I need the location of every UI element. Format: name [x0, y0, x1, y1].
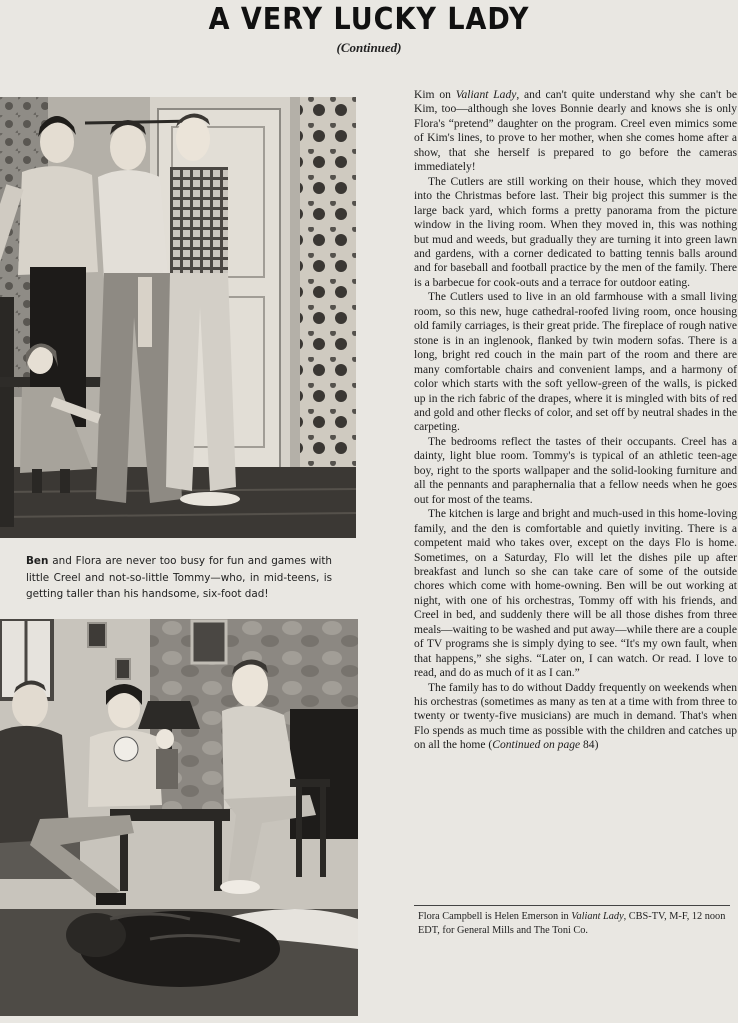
credit-divider	[414, 905, 730, 906]
text-run: The family has to do without Daddy frequently on weekends when his orchestras (sometimes as many as ten at a time with from three to twenty or twenty-five musicians) are much in demand. That's when Flo spends as much time as possible with the children and catches up on all the home (	[414, 681, 737, 752]
continued-label: (Continued)	[336, 40, 402, 55]
text-run: The Cutlers used to live in an old farmhouse with a small living room, so this new, huge cathedral-roofed living room, once housing old family carriages, is their great pride. The fireplace of rough native stone is in an inglenook, flanked by twin modern sofas. There is a long, bright red couch in the main part of the room and there are many comfortable chairs and convenient lamps, and a harmony of color which starts with the soft yellow-green of the walls, is picked up in the rich fabric of the drapes, where it is mingled with bits of red and gold and other flecks of color, and set off by neutral shades in the carpeting.	[414, 291, 737, 434]
family-height-photo	[0, 97, 356, 538]
family-card-game-photo	[0, 619, 358, 1016]
italic-text: Valiant Lady	[571, 911, 624, 922]
article-paragraph	[414, 88, 737, 175]
text-run: , and can't quite understand why she can't be Kim, too—although she loves Bonnie dearly and knows she is only Flora's “pretend” daughter on the program. Creel even mimics some of Kim's lines, to prove to her mother, when she comes home after a show, that she herself is prepared to go before the cameras immediately!	[414, 89, 737, 174]
text-run: The bedrooms reflect the tastes of their occupants. Creel has a dainty, light blue room. Tommy's is typical of an athletic teen-age boy, right to the sports wallpaper and the solid-looking furniture and all the pennants and paraphernalia that a fellow needs when he goes out for most of the teams.	[414, 435, 737, 506]
italic-text: Valiant Lady	[455, 89, 517, 101]
photo-caption	[26, 553, 332, 603]
article-paragraph	[414, 681, 737, 753]
text-run: 84)	[580, 739, 599, 752]
article-paragraph	[414, 175, 737, 291]
text-run: The kitchen is large and bright and much-used in this home-loving family, and the den is comfortable and quietly inviting. There is a competent maid who takes over, except on the days Flo is home. Sometimes, on a Saturday, Flo will let the dishes pile up after breakfast and lunch so she can take care of some of the outside chores which come with home-owning. Ben will be out working at night, with one of his orchestras, Tommy off with his friends, and Creel in bed, and suddenly there will be all those dishes from three meals—waiting to be washed and put away—while there are a couple of TV programs she is simply dying to see. “It's my own fault, when that happens,” she sighs. “Later on, I can watch. Or read. I love to read, and do as much of it as I can.”	[414, 508, 737, 680]
text-run: Kim on	[414, 89, 456, 101]
program-credit	[418, 910, 734, 937]
caption-text: and Flora are never too busy for fun and games with little Creel and not-so-little Tommy—who, in mid-teens, is getting taller than his handsome, six-foot dad!	[26, 555, 332, 600]
text-run: , CBS-TV, M-F, 12 noon EDT, for General Mills and The Toni Co.	[418, 911, 726, 936]
article-body	[414, 88, 737, 753]
article-paragraph	[414, 290, 737, 435]
caption-lead: Ben	[26, 555, 49, 567]
text-run: The Cutlers are still working on their house, which they moved into the Christmas before last. Their big project this summer is the large back yard, which forms a pretty panorama from the picture window in the living room. When they moved in, this was nothing but mud and weeds, but gradually they are turning it into green lawn and gardens, with a corner dedicated to batting tennis balls around and for baseball and football practice by the men of the family. There is a barbecue for cook-outs and a terrace for outdoor eating.	[414, 175, 737, 289]
article-title: A VERY LUCKY LADY	[208, 2, 530, 37]
article-paragraph	[414, 507, 737, 680]
text-run: Flora Campbell is Helen Emerson in	[418, 911, 572, 922]
article-paragraph	[414, 435, 737, 507]
italic-text: Continued on page	[492, 739, 581, 752]
